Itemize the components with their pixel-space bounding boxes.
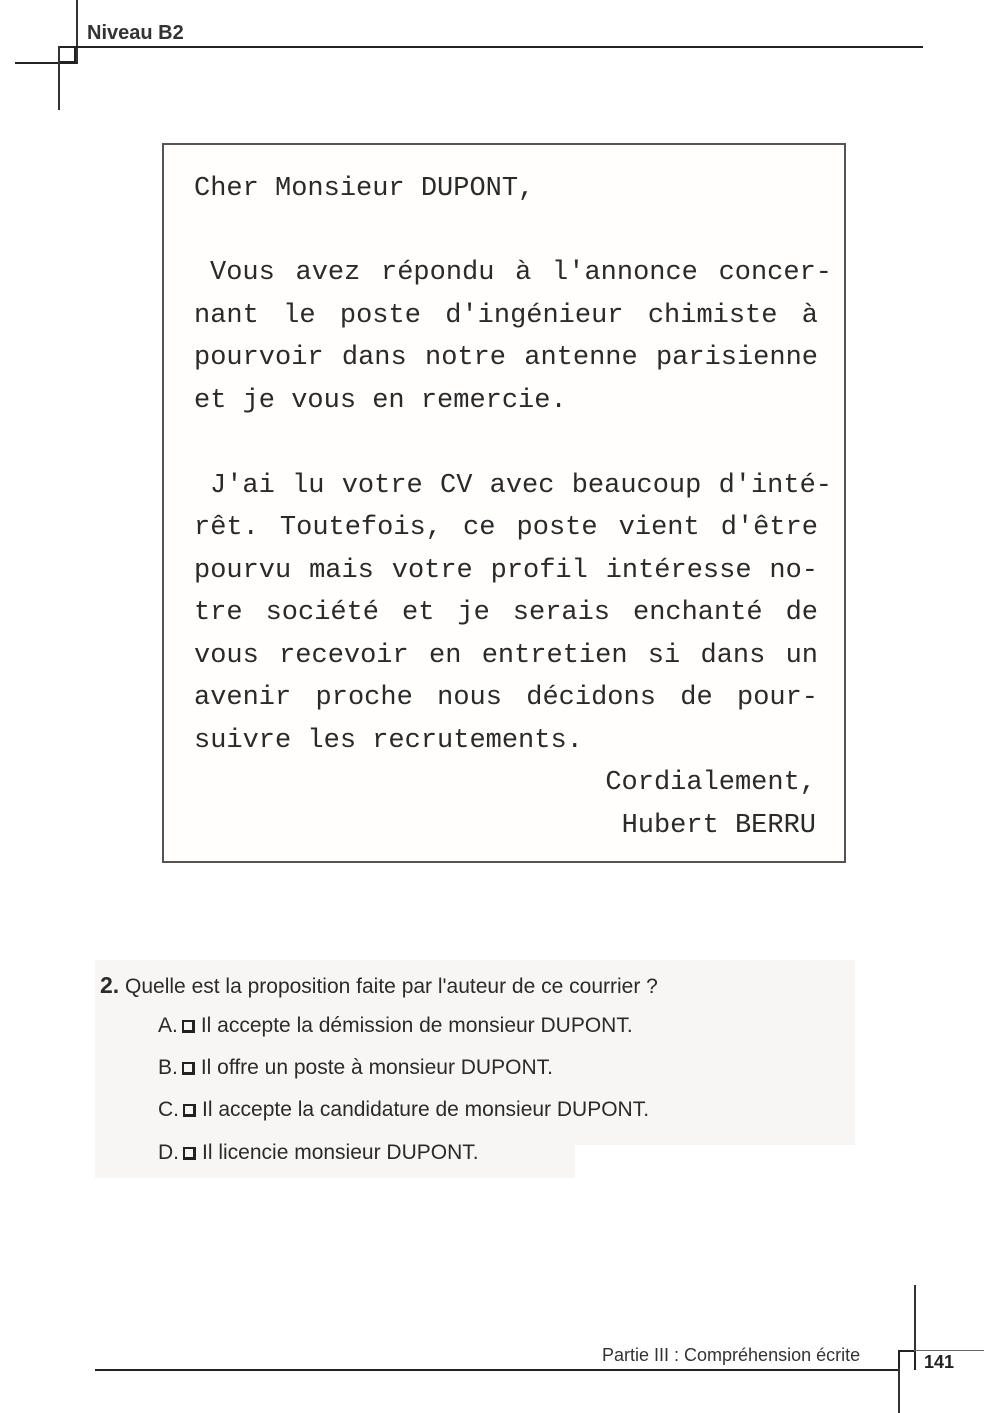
letter-greeting: Cher Monsieur DUPONT, [194,174,535,204]
header-rule [58,46,923,48]
checkbox-icon[interactable] [182,1020,195,1033]
crop-mark [58,46,76,63]
crop-mark [898,1350,916,1370]
crop-mark [76,0,78,64]
question [100,972,658,999]
question-number: 2. [100,972,120,998]
letter-line: pourvoir dans notre antenne parisienne [194,343,818,373]
crop-mark [58,46,60,110]
option-text: Il accepte la démission de monsieur DUPONT. [200,1014,633,1037]
crop-mark [898,1368,900,1413]
crop-mark [914,1350,984,1351]
checkbox-icon[interactable] [183,1147,196,1160]
question-text: Quelle est la proposition faite par l'auteur de ce courrier ? [125,975,658,998]
letter-signature: Hubert BERRU [621,811,816,841]
letter-line: et je vous en remercie. [194,386,567,416]
option-d[interactable] [158,1141,479,1165]
checkbox-icon[interactable] [183,1104,196,1117]
crop-mark [914,1285,916,1352]
option-text: Il offre un poste à monsieur DUPONT. [200,1056,553,1079]
option-letter: C. [158,1098,179,1121]
option-text: Il accepte la candidature de monsieur DUPONT. [202,1098,650,1121]
footer-section: Partie III : Compréhension écrite [602,1345,861,1365]
letter-line: pourvu mais votre profil intéresse no- [194,556,818,586]
checkbox-icon[interactable] [182,1062,195,1075]
page-number: 141 [924,1352,955,1372]
option-letter: D. [158,1141,179,1164]
letter-line: tre société et je serais enchanté de [194,598,818,628]
option-b[interactable] [158,1056,553,1080]
letter-line: nant le poste d'ingénieur chimiste à [194,301,818,331]
level-header: Niveau B2 [87,22,184,44]
letter-line: Vous avez répondu à l'annonce concer- [210,258,832,288]
footer-rule [95,1369,900,1371]
letter-line: avenir proche nous décidons de pour- [194,683,818,713]
letter-closing: Cordialement, [605,768,816,798]
option-text: Il licencie monsieur DUPONT. [202,1141,479,1164]
letter-line: rêt. Toutefois, ce poste vient d'être [194,513,818,543]
crop-mark [15,62,77,64]
letter-line: suivre les recrutements. [194,726,583,756]
option-letter: A. [158,1014,178,1037]
option-a[interactable] [158,1014,633,1038]
letter-line: vous recevoir en entretien si dans un [194,641,818,671]
option-c[interactable] [158,1098,649,1122]
letter-line: J'ai lu votre CV avec beaucoup d'inté- [210,471,832,501]
option-letter: B. [158,1056,178,1079]
